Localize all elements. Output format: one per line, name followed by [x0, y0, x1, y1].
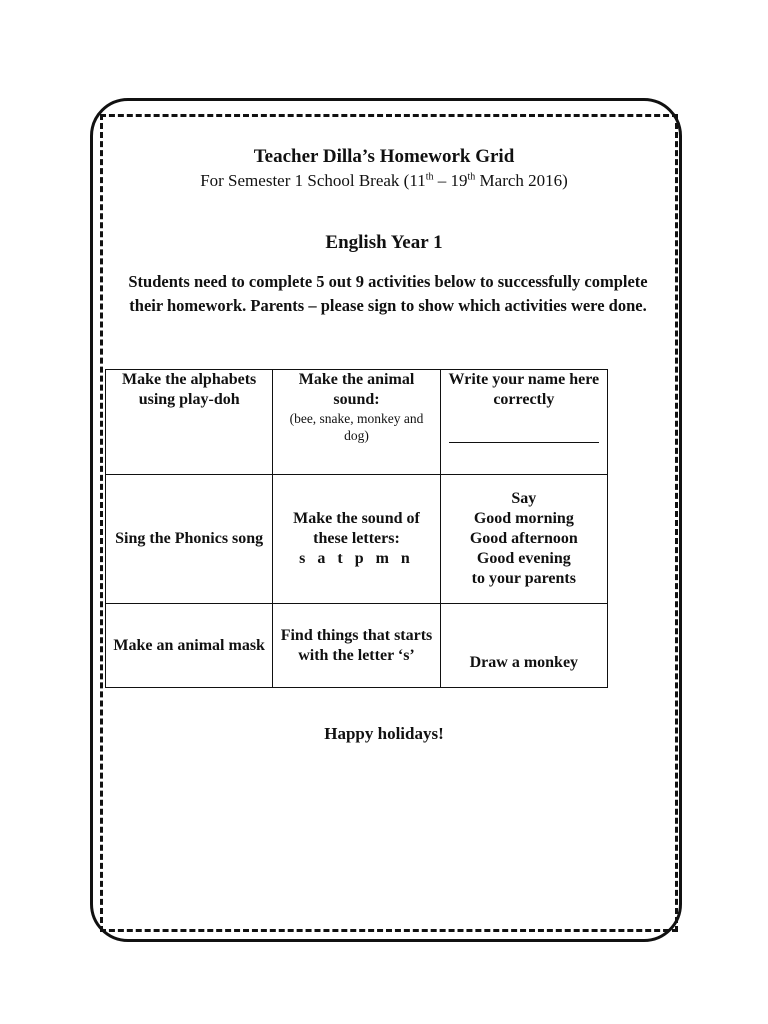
- activity-letter-sounds: [273, 475, 440, 604]
- greeting-line: Say: [511, 490, 537, 507]
- subtitle-superscript-2: th: [467, 171, 476, 183]
- closing-message: Happy holidays!: [324, 724, 444, 743]
- activity-label: Write your name here correctly: [448, 371, 600, 408]
- activity-label: Make the sound of these letters:: [293, 510, 420, 547]
- page-subtitle: [0, 171, 768, 191]
- activity-letters: s a t p m n: [299, 550, 414, 567]
- activity-phonics-song: [106, 475, 273, 604]
- subject-heading: English Year 1: [325, 232, 443, 253]
- grid-row-3: [106, 604, 608, 688]
- subtitle-text-middle: – 19: [433, 171, 468, 190]
- name-signature-line: [449, 442, 599, 443]
- subtitle-text-end: March 2016): [475, 171, 568, 190]
- activity-write-name: [440, 370, 607, 475]
- activity-animal-sound: [273, 370, 440, 475]
- greeting-line: Good afternoon: [469, 530, 578, 547]
- subtitle-superscript-1: th: [425, 171, 434, 183]
- grid-row-2: [106, 475, 608, 604]
- activity-label: Make the alphabets using play-doh: [122, 371, 257, 408]
- activity-label: Draw a monkey: [469, 653, 579, 671]
- page-title: Teacher Dilla’s Homework Grid: [253, 146, 515, 167]
- activity-alphabets-playdoh: [106, 370, 273, 475]
- activity-label: Make an animal mask: [113, 636, 265, 654]
- activity-label: Sing the Phonics song: [115, 530, 264, 547]
- greeting-line: Good morning: [473, 510, 574, 527]
- activity-note: (bee, snake, monkey and dog): [289, 411, 424, 443]
- activity-draw-monkey: [440, 604, 607, 688]
- greeting-line: to your parents: [471, 570, 576, 587]
- greeting-line: Good evening: [476, 550, 571, 567]
- grid-row-1: [106, 370, 608, 475]
- activity-greetings: [440, 475, 607, 604]
- activity-label: Find things that starts with the letter ‘s’: [280, 626, 433, 664]
- activity-animal-mask: [106, 604, 273, 688]
- activity-label: Make the animal sound:: [298, 371, 415, 408]
- homework-grid: [105, 369, 608, 688]
- activity-letter-s-things: [273, 604, 440, 688]
- instructions-paragraph: Students need to complete 5 out 9 activities below to successfully complete their homework. Parents – please sign to show which activities were done.: [128, 272, 648, 315]
- subtitle-text-start: For Semester 1 School Break (11: [200, 171, 426, 190]
